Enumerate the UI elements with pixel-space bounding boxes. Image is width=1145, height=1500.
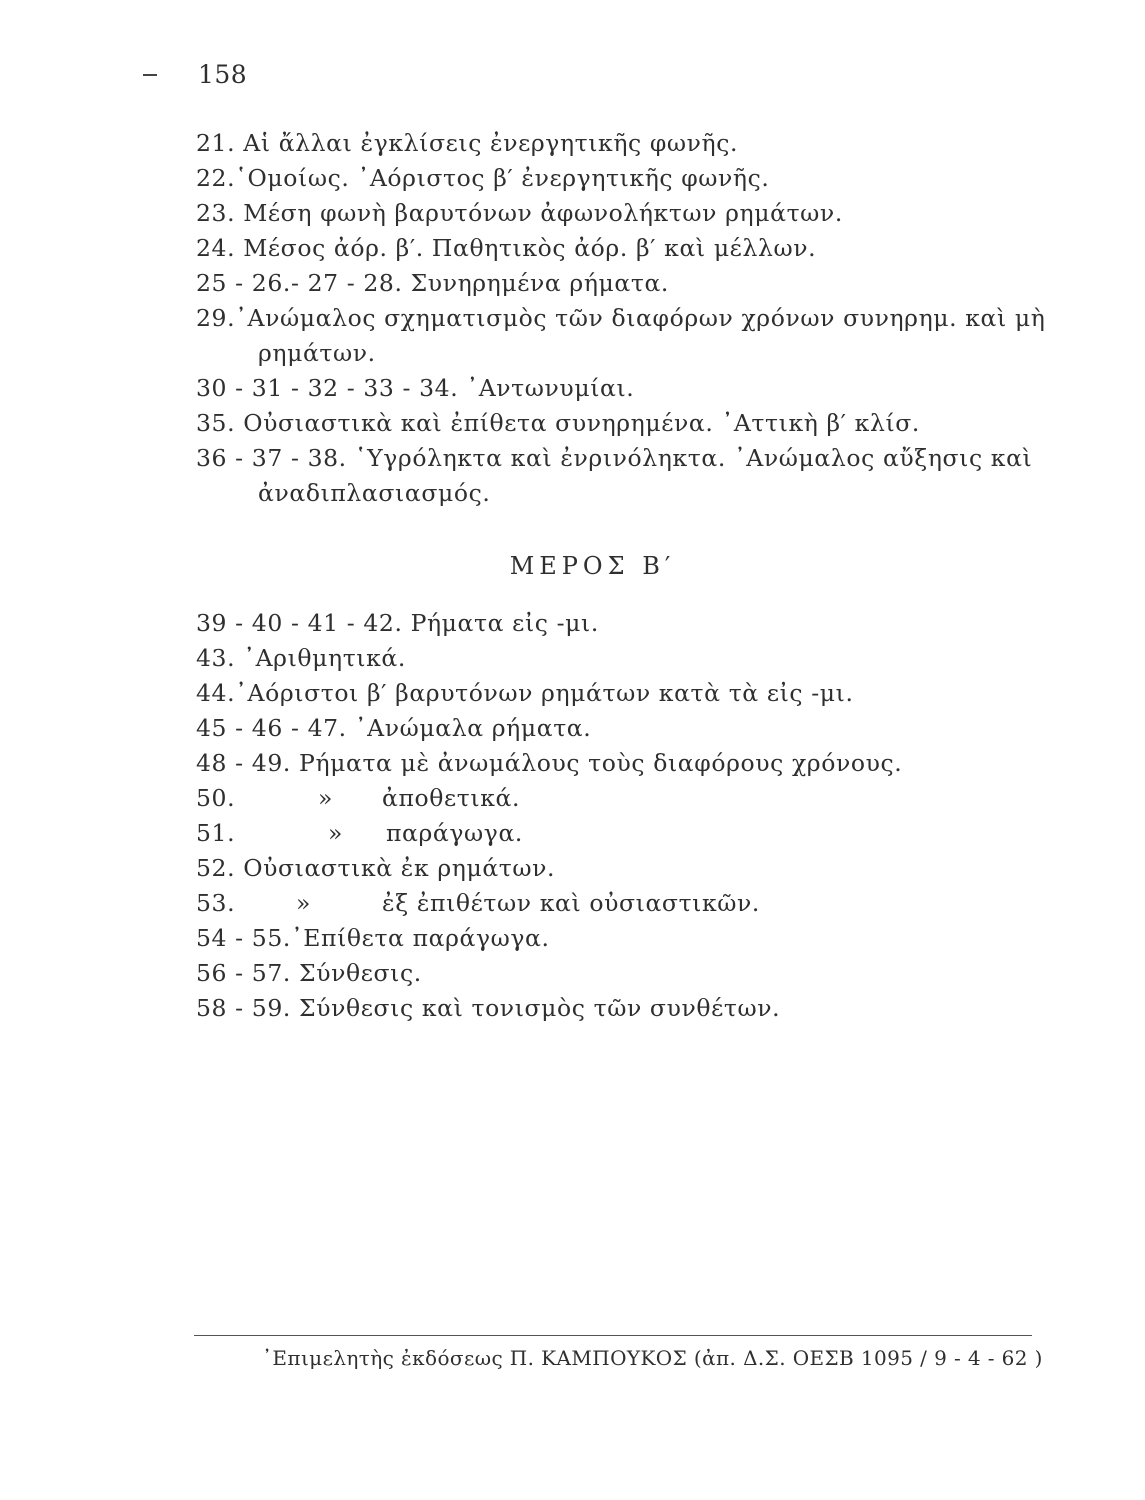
toc-entry-53-number: 53. xyxy=(196,889,236,917)
toc-entry-36-38-continued: ἀναδιπλασιασμός. xyxy=(258,479,491,507)
toc-entry-29: 29.᾿Ανώμαλος σχηματισμὸς τῶν διαφόρων χρόνων συνηρημ. καὶ μὴ xyxy=(196,304,1046,332)
toc-entry-52: 52. Οὐσιαστικὰ ἐκ ρημάτων. xyxy=(196,854,556,882)
publisher-footer: ᾿Επιμελητὴς ἐκδόσεως Π. ΚΑΜΠΟΥΚΟΣ (ἀπ. Δ.Σ. ΟΕΣΒ 1095 / 9 - 4 - 62 ) xyxy=(262,1346,1043,1370)
toc-entry-50-text: ἀποθετικά. xyxy=(382,784,521,812)
toc-entry-50-number: 50. xyxy=(196,784,236,812)
toc-entry-25-28: 25 - 26.- 27 - 28. Συνηρημένα ρήματα. xyxy=(196,269,670,297)
toc-entry-45-47: 45 - 46 - 47. ᾿Ανώμαλα ρήματα. xyxy=(196,714,592,742)
toc-entry-29-continued: ρημάτων. xyxy=(258,339,376,367)
toc-entry-51-text: παράγωγα. xyxy=(386,819,523,847)
toc-entry-23: 23. Μέση φωνὴ βαρυτόνων ἀφωνολήκτων ρημάτων. xyxy=(196,199,843,227)
toc-entry-53-text: ἐξ ἐπιθέτων καὶ οὐσιαστικῶν. xyxy=(382,889,760,917)
toc-entry-22: 22.῾Ομοίως. ᾿Αόριστος β′ ἐνεργητικῆς φωνῆς. xyxy=(196,164,770,192)
toc-entry-24: 24. Μέσος ἀόρ. β′. Παθητικὸς ἀόρ. β′ καὶ μέλλων. xyxy=(196,234,817,262)
toc-entry-56-57: 56 - 57. Σύνθεσις. xyxy=(196,959,422,987)
toc-entry-36-38: 36 - 37 - 38. ῾Υγρόληκτα καὶ ἐνρινόληκτα. ᾿Ανώμαλος αὔξησις καὶ xyxy=(196,444,1033,472)
footer-rule xyxy=(194,1335,1032,1336)
toc-entry-43: 43. ᾿Αριθμητικά. xyxy=(196,644,406,672)
ditto-mark: » xyxy=(296,889,311,917)
toc-entry-48-49: 48 - 49. Ρήματα μὲ ἀνωμάλους τοὺς διαφόρους χρόνους. xyxy=(196,749,903,777)
section-heading: ΜΕΡΟΣ Β′ xyxy=(509,552,676,580)
toc-entry-30-34: 30 - 31 - 32 - 33 - 34. ᾿Αντωνυμίαι. xyxy=(196,374,635,402)
toc-entry-39-42: 39 - 40 - 41 - 42. Ρήματα εἰς -μι. xyxy=(196,609,599,637)
toc-entry-35: 35. Οὐσιαστικὰ καὶ ἐπίθετα συνηρημένα. ᾿Αττικὴ β′ κλίσ. xyxy=(196,409,920,437)
toc-entry-51-number: 51. xyxy=(196,819,236,847)
toc-entry-44: 44.᾿Αόριστοι β′ βαρυτόνων ρημάτων κατὰ τὰ εἰς -μι. xyxy=(196,679,854,707)
toc-entry-58-59: 58 - 59. Σύνθεσις καὶ τονισμὸς τῶν συνθέτων. xyxy=(196,994,781,1022)
page-number: 158 xyxy=(198,60,248,89)
page-number-dash xyxy=(143,74,157,76)
ditto-mark: » xyxy=(328,819,343,847)
toc-entry-54-55: 54 - 55.᾿Επίθετα παράγωγα. xyxy=(196,924,550,952)
toc-entry-21: 21. Αἱ ἄλλαι ἐγκλίσεις ἐνεργητικῆς φωνῆς. xyxy=(196,129,739,157)
ditto-mark: » xyxy=(318,784,333,812)
